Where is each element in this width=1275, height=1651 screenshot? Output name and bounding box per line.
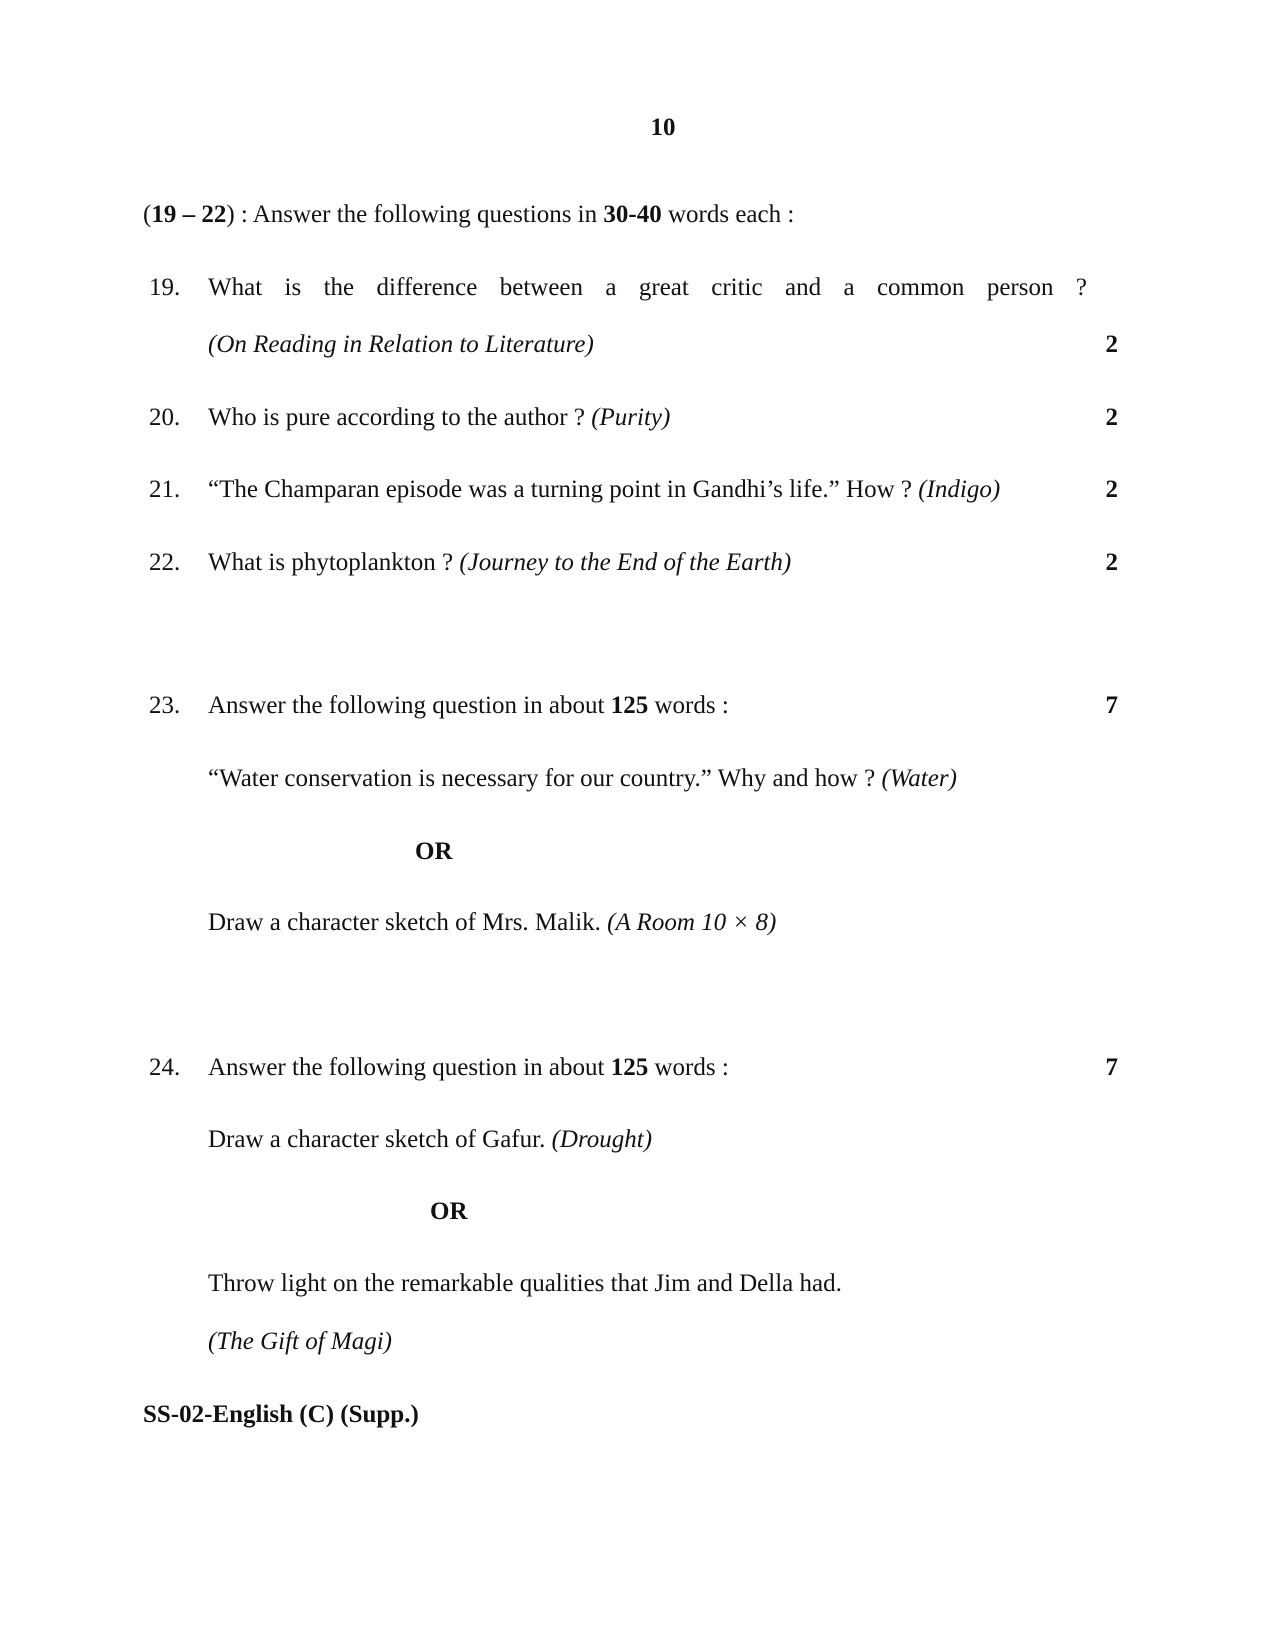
q19-word: is xyxy=(284,274,302,301)
question-21-marks: 2 xyxy=(1105,476,1118,503)
question-19-marks: 2 xyxy=(1105,331,1118,358)
question-20-number: 20. xyxy=(149,404,181,431)
question-20-marks: 2 xyxy=(1105,404,1118,431)
question-21-body: “The Champaran episode was a turning point in Gandhi’s life.” How ? xyxy=(208,476,919,503)
question-23-instruction xyxy=(208,692,729,720)
q23-instruction-after: words : xyxy=(648,692,729,719)
question-22-source: (Journey to the End of the Earth) xyxy=(459,549,792,576)
question-22-text xyxy=(208,549,791,577)
q19-word: What xyxy=(208,274,263,301)
question-21-text xyxy=(208,476,1000,504)
question-20-body: Who is pure according to the author ? xyxy=(208,404,592,431)
question-22-marks: 2 xyxy=(1105,549,1118,576)
q19-word: between xyxy=(499,274,584,301)
q24-instruction-after: words : xyxy=(648,1054,729,1081)
q23-option-b-source: (A Room 10 × 8) xyxy=(607,909,777,936)
question-21-number: 21. xyxy=(149,476,181,503)
question-20-text xyxy=(208,404,670,432)
question-24-or: OR xyxy=(430,1198,468,1225)
question-24-option-b-source: (The Gift of Magi) xyxy=(208,1328,393,1355)
section-text-after: words each : xyxy=(661,201,795,228)
question-24-marks: 7 xyxy=(1105,1054,1118,1081)
q19-word: and xyxy=(784,274,822,301)
q19-word: critic xyxy=(711,274,763,301)
question-19-text xyxy=(208,274,1087,302)
question-22-body: What is phytoplankton ? xyxy=(208,549,460,576)
question-22-number: 22. xyxy=(149,549,181,576)
question-24-instruction xyxy=(208,1054,729,1082)
question-24-option-a xyxy=(208,1126,652,1154)
q19-word: a xyxy=(843,274,855,301)
page-number: 10 xyxy=(650,114,676,141)
section-instruction: (19 – 22) : Answer the following questions in 30-40 words each : xyxy=(143,201,795,228)
question-24-option-b-text: Throw light on the remarkable qualities that Jim and Della had. xyxy=(208,1270,842,1297)
q23-instruction-before: Answer the following question in about xyxy=(208,692,611,719)
paper-code-footer: SS-02-English (C) (Supp.) xyxy=(143,1401,419,1428)
question-19-source: (On Reading in Relation to Literature) xyxy=(208,331,594,358)
q23-option-a-source: (Water) xyxy=(881,765,957,792)
section-word-count: 30-40 xyxy=(603,201,662,228)
q23-option-a-text: “Water conservation is necessary for our country.” Why and how ? xyxy=(208,765,882,792)
question-19-number: 19. xyxy=(149,274,181,301)
question-23-or: OR xyxy=(415,838,453,865)
question-23-number: 23. xyxy=(149,692,181,719)
q24-instruction-before: Answer the following question in about xyxy=(208,1054,611,1081)
question-23-option-b xyxy=(208,909,776,937)
q23-word-count: 125 xyxy=(610,692,649,719)
q19-word: person xyxy=(986,274,1054,301)
q24-word-count: 125 xyxy=(610,1054,649,1081)
q24-option-a-source: (Drought) xyxy=(551,1126,653,1153)
question-23-option-a xyxy=(208,765,957,793)
q19-word: the xyxy=(323,274,355,301)
q19-word: ? xyxy=(1075,274,1087,301)
q19-word: great xyxy=(638,274,689,301)
q24-option-a-text: Draw a character sketch of Gafur. xyxy=(208,1126,552,1153)
question-20-source: (Purity) xyxy=(591,404,671,431)
q23-option-b-text: Draw a character sketch of Mrs. Malik. xyxy=(208,909,608,936)
q19-word: difference xyxy=(376,274,478,301)
q19-word: common xyxy=(876,274,965,301)
question-24-number: 24. xyxy=(149,1054,181,1081)
question-23-marks: 7 xyxy=(1105,692,1118,719)
q19-word: a xyxy=(605,274,617,301)
section-range: 19 – 22 xyxy=(151,201,227,228)
question-21-source: (Indigo) xyxy=(918,476,1001,503)
section-text-before: : Answer the following questions in xyxy=(234,201,604,228)
